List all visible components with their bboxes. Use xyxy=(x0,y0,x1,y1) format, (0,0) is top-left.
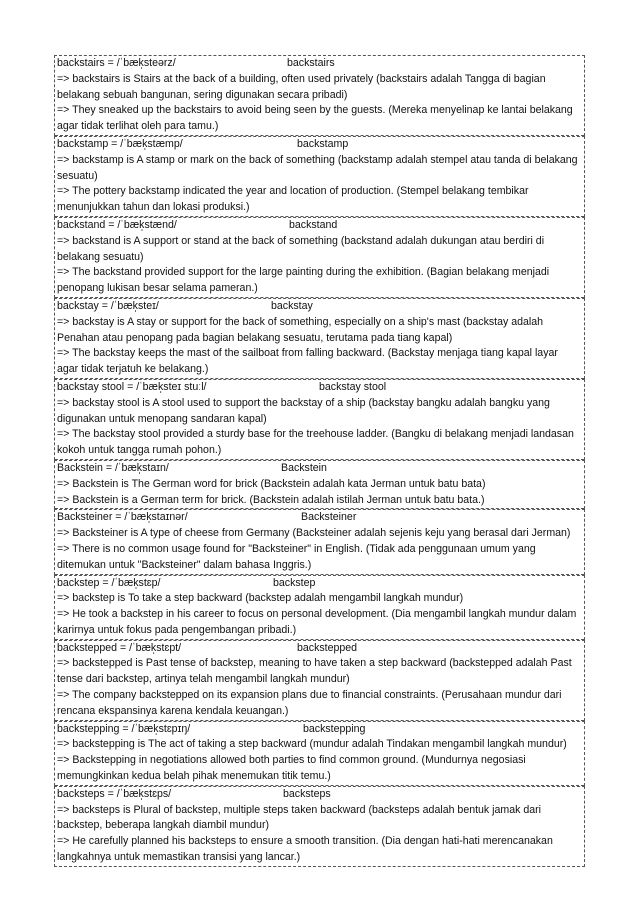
dictionary-page xyxy=(54,55,585,867)
entry-definition: => Backsteiner is A type of cheese from Germany (Backsteiner adalah sejenis keju yang berasal dari Jerman) xyxy=(57,527,571,540)
entry-header xyxy=(57,137,582,153)
entry-header xyxy=(57,299,582,315)
entry-definition: => backstay stool is A stool used to support the backstay of a ship (backstay bangku adalah bangku yang digunakan untuk menopang sandaran kapal) xyxy=(57,396,550,425)
entry-header xyxy=(57,56,582,72)
entry-word: backstay xyxy=(271,299,313,312)
entry-word: backstepped xyxy=(297,641,358,654)
entry-word: Backsteiner xyxy=(301,511,357,524)
entry-example: => The backstay stool provided a sturdy base for the treehouse ladder. (Bangku di belakang menjadi landasan kokoh untuk tangga rumah pohon.) xyxy=(55,427,584,460)
entry-header xyxy=(57,461,582,477)
entry-pronunciation: backstay = /ˈbæk̩steɪ/ xyxy=(57,299,159,312)
entry-example: => They sneaked up the backstairs to avoid being seen by the guests. (Mereka menyelinap ke lantai belakang agar tidak terlihat oleh para tamu.) xyxy=(55,103,584,136)
dictionary-entry xyxy=(54,136,585,217)
dictionary-entry xyxy=(54,786,585,867)
dictionary-entry xyxy=(54,640,585,721)
entry-word: Backstein xyxy=(281,461,327,474)
entry-pronunciation: backstepping = /ˈbæk̩stɛpɪŋ/ xyxy=(57,722,191,735)
entry-header xyxy=(57,641,582,657)
dictionary-entry xyxy=(54,379,585,460)
dictionary-entry xyxy=(54,721,585,786)
entry-definition: => backsteps is Plural of backstep, multiple steps taken backward (backsteps adalah bentuk jamak dari backstep, beberapa langkah diambil mundur) xyxy=(57,803,542,832)
entry-example: => The pottery backstamp indicated the year and location of production. (Stempel belakang tembikar menunjukkan tahun dan lokasi produksi.) xyxy=(55,184,584,217)
entry-pronunciation: Backstein = /ˈbæk̩staɪn/ xyxy=(57,461,169,474)
entry-header xyxy=(57,787,582,803)
entry-definition: => backstepped is Past tense of backstep, meaning to have taken a step backward (backstepped adalah Past tense dari backstep, artinya telah mengambil langkah mundur) xyxy=(57,657,572,686)
entry-example: => He carefully planned his backsteps to ensure a smooth transition. (Dia dengan hati-hati merencanakan langkahnya untuk memastikan transisi yang lancar.) xyxy=(57,835,553,864)
entry-example: => Backstepping in negotiations allowed both parties to find common ground. (Mundurnya negosiasi memungkinkan kedua belah pihak menemukan titik temu.) xyxy=(55,753,584,786)
dictionary-entry xyxy=(54,575,585,640)
entry-example: => The company backstepped on its expansion plans due to financial constraints. (Perusahaan mundur dari rencana ekspansinya karena kendala keuangan.) xyxy=(55,688,584,721)
entry-definition: => Backstein is The German word for brick (Backstein adalah kata Jerman untuk batu bata) xyxy=(57,477,486,490)
entry-word: backstairs xyxy=(287,57,335,69)
entry-example: => The backstay keeps the mast of the sailboat from falling backward. (Backstay menjaga tiang kapal layar agar tidak terjatuh ke belakang.) xyxy=(55,346,584,379)
entry-definition: => backstamp is A stamp or mark on the back of something (backstamp adalah stempel atau tanda di belakang sesuatu) xyxy=(57,153,578,182)
entry-word: backstay stool xyxy=(319,380,387,393)
entry-pronunciation: backstay stool = /ˈbæk̩steɪ stuːl/ xyxy=(57,380,207,393)
entry-example: => He took a backstep in his career to focus on personal development. (Dia mengambil langkah mundur dalam karirnya untuk fokus pada pengembangan pribadi.) xyxy=(55,607,584,640)
entry-definition: => backstepping is The act of taking a step backward (mundur adalah Tindakan mengambil langkah mundur) xyxy=(57,738,567,751)
entry-example: => There is no common usage found for "Backsteiner" in English. (Tidak ada penggunaan umum yang ditemukan untuk "Backsteiner" dalam bahasa Inggris.) xyxy=(55,542,584,575)
entry-definition: => backstand is A support or stand at the back of something (backstand adalah dukungan atau berdiri di belakang sesuatu) xyxy=(57,234,545,263)
entry-definition: => backstep is To take a step backward (backstep adalah mengambil langkah mundur) xyxy=(57,592,464,605)
entry-word: backstand xyxy=(289,218,338,231)
dictionary-entry xyxy=(54,55,585,136)
dictionary-entry xyxy=(54,298,585,379)
entry-header xyxy=(57,380,582,396)
entry-pronunciation: backsteps = /ˈbæk̩stɛps/ xyxy=(57,787,172,800)
entry-pronunciation: backstairs = /ˈbæk̩steərz/ xyxy=(57,57,176,69)
entry-example: => Backstein is a German term for brick. (Backstein adalah istilah Jerman untuk batu bata.) xyxy=(55,493,584,510)
entry-header xyxy=(57,576,582,592)
dictionary-entry xyxy=(54,217,585,298)
entry-pronunciation: Backsteiner = /ˈbæk̩staɪnər/ xyxy=(57,511,188,524)
dictionary-entry xyxy=(54,509,585,574)
entry-header xyxy=(57,218,582,234)
entry-pronunciation: backstamp = /ˈbæk̩stæmp/ xyxy=(57,137,183,150)
entry-header xyxy=(57,510,582,526)
entry-definition: => backstay is A stay or support for the back of something, especially on a ship's mast (backstay adalah Penahan atau penopang pada bagian belakang sesuatu, terutama pada tiang kapal) xyxy=(57,315,544,344)
entry-definition: => backstairs is Stairs at the back of a building, often used privately (backstairs adalah Tangga di bagian belakang sebuah bangunan, sering digunakan secara pribadi) xyxy=(57,72,546,101)
entry-pronunciation: backstepped = /ˈbæk̩stɛpt/ xyxy=(57,641,182,654)
entry-example: => The backstand provided support for the large painting during the exhibition. (Bagian belakang menjadi penopang lukisan besar selama pameran.) xyxy=(55,265,584,298)
entry-pronunciation: backstep = /ˈbæk̩stɛp/ xyxy=(57,576,161,589)
entry-word: backstep xyxy=(273,576,316,589)
entry-header xyxy=(57,722,582,738)
dictionary-entry xyxy=(54,460,585,509)
entry-word: backstepping xyxy=(303,722,366,735)
entry-pronunciation: backstand = /ˈbæk̩stænd/ xyxy=(57,218,177,231)
entry-word: backstamp xyxy=(297,137,349,150)
entry-word: backsteps xyxy=(283,787,331,800)
